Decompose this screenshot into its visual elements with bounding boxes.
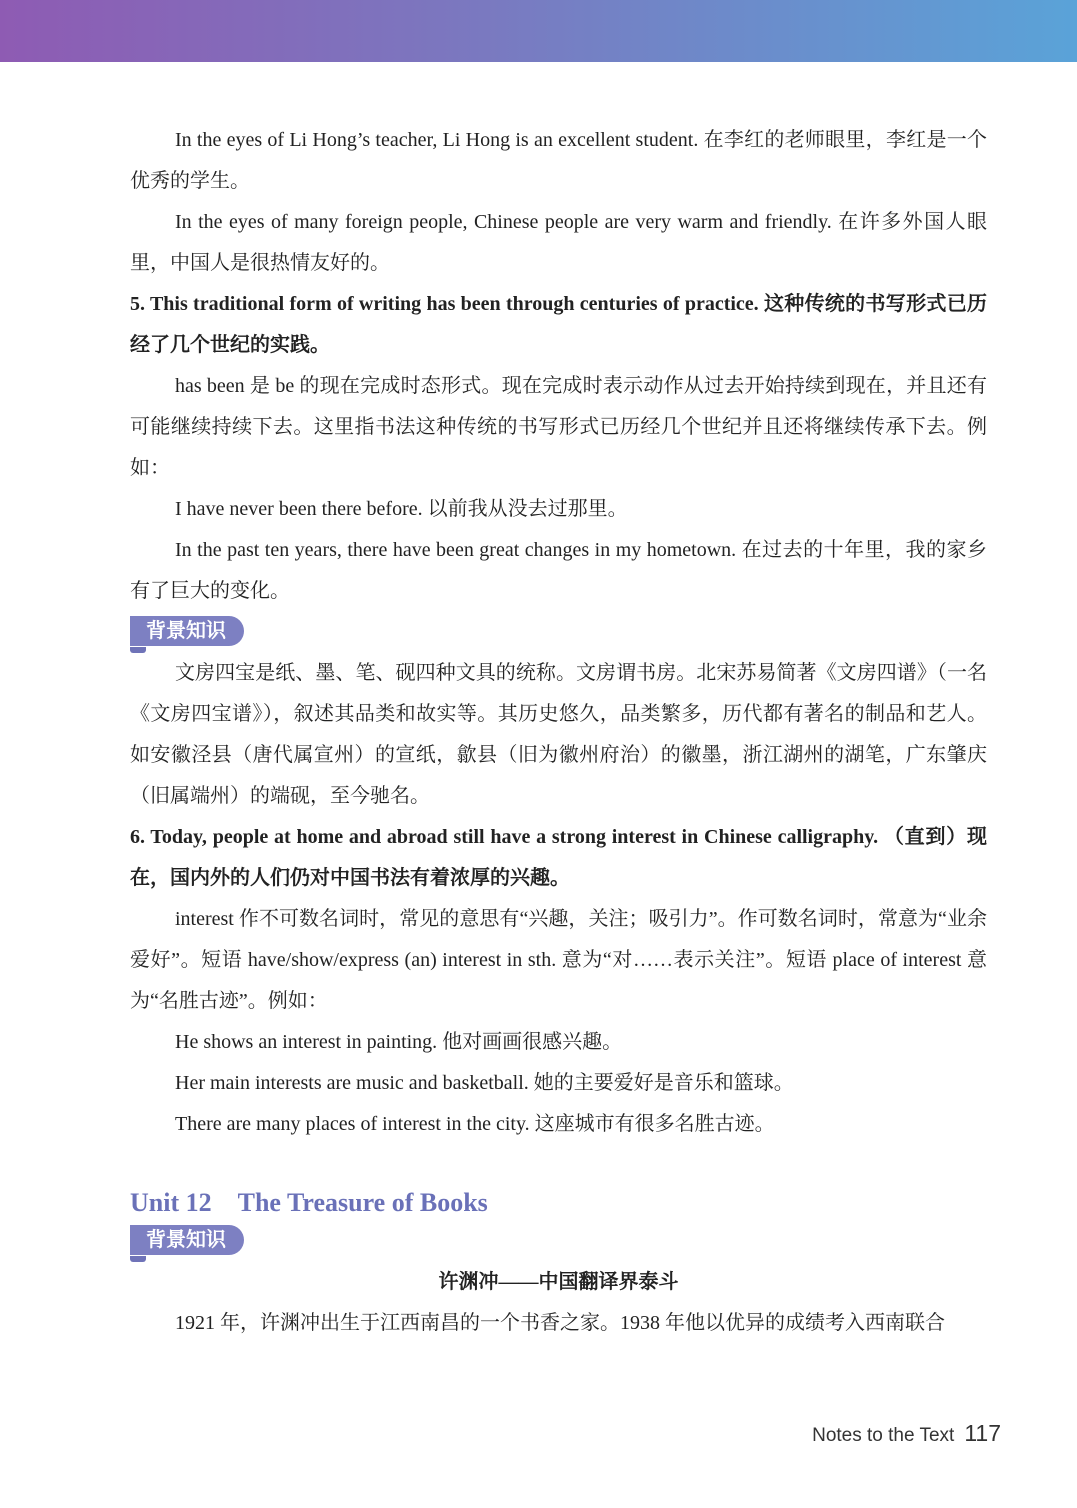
example-paragraph: In the eyes of Li Hong’s teacher, Li Hong is an excellent student. 在李红的老师眼里，李红是一个优秀的学生。 xyxy=(130,129,987,192)
background-paragraph: 文房四宝是纸、墨、笔、砚四种文具的统称。文房谓书房。北宋苏易简著《文房四谱》（一名《文房四宝谱》），叙述其品类和故实等。其历史悠久，品类繁多，历代都有著名的制品和艺人。如安徽泾县（唐代属宣州）的宣纸，歙县（旧为徽州府治）的徽墨，浙江湖州的湖笔，广东肇庆（旧属端州）的端砚，至今驰名。 xyxy=(130,662,987,807)
background-knowledge-tag: 背景知识 xyxy=(130,1225,244,1255)
background-knowledge-tag: 背景知识 xyxy=(130,616,244,646)
page-footer xyxy=(812,1420,1001,1447)
background-paragraph: 1921 年，许渊冲出生于江西南昌的一个书香之家。1938 年他以优异的成绩考入西南联合 xyxy=(175,1312,945,1334)
note-heading-6: 6. Today, people at home and abroad still have a strong interest in Chinese calligraphy. （直到）现在，国内外的人们仍对中国书法有着浓厚的兴趣。 xyxy=(130,826,987,889)
example-paragraph: In the eyes of many foreign people, Chinese people are very warm and friendly. 在许多外国人眼里，中国人是很热情友好的。 xyxy=(130,211,987,274)
example-paragraph: Her main interests are music and basketball. 她的主要爱好是音乐和篮球。 xyxy=(175,1072,794,1094)
header-band xyxy=(0,0,1077,62)
background-tag-row xyxy=(130,612,987,653)
example-paragraph: In the past ten years, there have been great changes in my hometown. 在过去的十年里，我的家乡有了巨大的变化。 xyxy=(130,539,987,602)
unit-title: The Treasure of Books xyxy=(237,1188,488,1217)
explanation-paragraph: interest 作不可数名词时，常见的意思有“兴趣，关注；吸引力”。作可数名词时，常意为“业余爱好”。短语 have/show/express (an) interest in sth. 意为“对……表示关注”。短语 place of interest 意为“名胜古迹”。例如： xyxy=(130,908,987,1012)
section-subtitle: 许渊冲——中国翻译界泰斗 xyxy=(438,1271,679,1293)
note-heading-5: 5. This traditional form of writing has been through centuries of practice. 这种传统的书写形式已历经了几个世纪的实践。 xyxy=(130,293,987,356)
page-number: 117 xyxy=(964,1420,1001,1446)
example-paragraph: He shows an interest in painting. 他对画画很感兴趣。 xyxy=(175,1031,623,1053)
example-paragraph: There are many places of interest in the city. 这座城市有很多名胜古迹。 xyxy=(175,1113,775,1135)
unit-number: Unit 12 xyxy=(130,1188,212,1217)
footer-label: Notes to the Text xyxy=(812,1425,955,1446)
example-paragraph: I have never been there before. 以前我从没去过那里。 xyxy=(175,498,628,520)
page-content xyxy=(130,120,987,1344)
background-tag-row xyxy=(130,1221,987,1262)
unit-heading xyxy=(130,1185,987,1221)
explanation-paragraph: has been 是 be 的现在完成时态形式。现在完成时表示动作从过去开始持续到现在，并且还有可能继续持续下去。这里指书法这种传统的书写形式已历经几个世纪并且还将继续传承下去。例如： xyxy=(130,375,987,479)
